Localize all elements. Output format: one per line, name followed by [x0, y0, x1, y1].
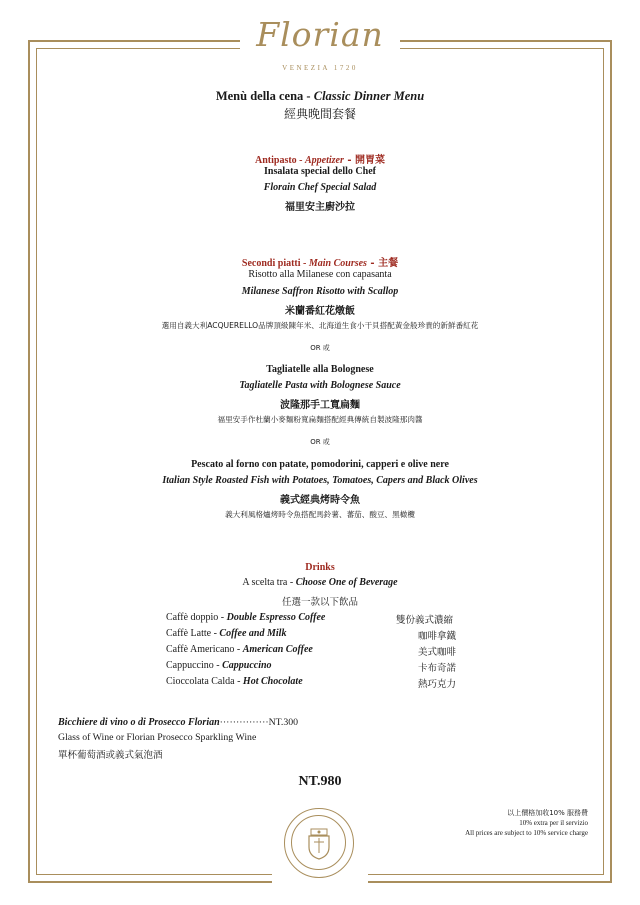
appetizer-item-it: Insalata special dello Chef — [264, 166, 376, 177]
main-2-it: Tagliatelle alla Bolognese — [266, 364, 374, 375]
florian-logo — [240, 6, 400, 84]
wine-offer: Bicchiere di vino o di Prosecco Florian···············NT.300 — [58, 717, 299, 728]
logo-wordmark: Florian — [256, 15, 384, 54]
drinks-heading: Drinks — [305, 562, 335, 573]
drink-item: Cappuccino - Cappuccino 卡布奇諾 — [166, 660, 457, 674]
logo-subline: VENEZIA 1720 — [282, 64, 358, 72]
drinks-choose-zh: 任選一款以下飲品 — [281, 597, 358, 608]
main-2-en: Tagliatelle Pasta with Bolognese Sauce — [239, 380, 401, 391]
drinks-choose: A scelta tra - Choose One of Beverage — [242, 577, 398, 588]
service-charge-note: 以上價格加收10% 服務費 10% extra per il servizio All prices are subject to 10% service charge — [465, 809, 588, 837]
mains-heading: Secondi piatti - Main Courses - 主餐 — [241, 258, 399, 269]
wine-offer-en: Glass of Wine or Florian Prosecco Sparkling Wine — [58, 732, 257, 743]
appetizer-heading: Antipasto - Appetizer - 開胃菜 — [254, 155, 386, 166]
appetizer-item-en: Florain Chef Special Salad — [263, 182, 377, 193]
main-3-en: Italian Style Roasted Fish with Potatoes, Tomatoes, Capers and Black Olives — [162, 475, 478, 486]
main-1-en: Milanese Saffron Risotto with Scallop — [241, 286, 399, 297]
main-3-it: Pescato al forno con patate, pomodorini, capperi e olive nere — [191, 459, 449, 470]
drink-item: Cioccolata Calda - Hot Chocolate 熱巧克力 — [166, 676, 457, 690]
set-price: NT.980 — [298, 774, 342, 789]
drink-item: Caffè Americano - American Coffee 美式咖啡 — [166, 644, 457, 658]
main-2-zh: 波隆那手工寬扁麵 — [280, 400, 360, 411]
crest-emblem — [272, 802, 368, 898]
main-1-desc: 選用自義大利ACQUERELLO品牌頂級陳年米、北海道生食小干貝搭配黃金般珍貴的新鮮番紅花 — [161, 321, 479, 330]
main-1-zh: 米蘭番紅花燉飯 — [285, 306, 355, 317]
appetizer-item-zh: 福里安主廚沙拉 — [285, 202, 355, 213]
menu-title: Menù della cena - Classic Dinner Menu — [215, 89, 425, 103]
drink-item: Caffè doppio - Double Espresso Coffee 雙份義式濃縮 — [166, 612, 454, 626]
wine-offer-zh: 單杯葡萄酒或義式氣泡酒 — [58, 750, 163, 761]
crest-shield-icon — [291, 815, 346, 870]
menu-title-zh: 經典晚間套餐 — [283, 107, 356, 121]
main-2-desc: 福里安手作杜蘭小麥麵粉寬扁麵搭配經典傳統自製波隆那肉醬 — [217, 415, 423, 424]
or-separator-2: OR 或 — [310, 438, 330, 446]
drink-item: Caffè Latte - Coffee and Milk 咖啡拿鐵 — [166, 628, 457, 642]
or-separator-1: OR 或 — [310, 344, 330, 352]
main-1-it: Risotto alla Milanese con capasanta — [248, 269, 392, 280]
main-3-zh: 義式經典烤時令魚 — [280, 495, 360, 506]
main-3-desc: 義大利風格爐烤時令魚搭配馬鈴薯、蕃茄、酸豆、黑橄欖 — [225, 510, 415, 519]
